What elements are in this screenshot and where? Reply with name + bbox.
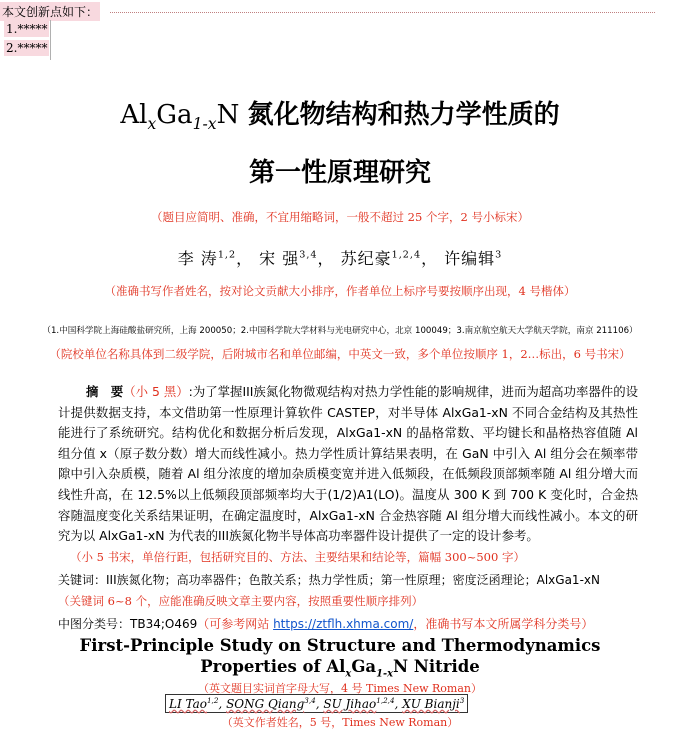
affiliation-instruction: （院校单位名称具体到二级学院，后附城市名和单位邮编，中英文一致，多个单位按顺序 1，2…标出，6 号书宋） xyxy=(49,347,631,361)
keywords-instruction: （关键词 6~8 个，应能准确反映文章主要内容，按照重要性顺序排列） xyxy=(58,594,424,608)
affiliation-line: （1.中国科学院上海硅酸盐研究所，上海 200050；2.中国科学院大学材料与光电研究中心，北京 100049；3.南京航空航天大学航天学院，南京 211106） xyxy=(42,326,638,336)
author-list: 李 涛$^{1,2}$， 宋 强$^{3,4}$， 苏纪豪$^{1,2,4}$， 许编辑$^3$ xyxy=(177,249,503,268)
authors-instruction: （准确书写作者姓名，按对论文贡献大小排序，作者单位上标序号要按顺序出现，4 号楷体） xyxy=(104,284,576,298)
keywords-label: 关键词： xyxy=(58,573,107,587)
clc-note-suffix: ，准确书写本文所属学科分类号） xyxy=(413,617,594,631)
clc-value: TB34;O469 xyxy=(130,617,198,631)
clc-line xyxy=(58,615,593,632)
abstract-label-note: （小 5 黑） xyxy=(123,384,189,399)
innovation-item-1: 1.***** xyxy=(6,22,48,36)
abstract-paragraph xyxy=(58,382,638,547)
clc-label: 中图分类号： xyxy=(58,617,131,631)
paper-title-line2: 第一性原理研究 xyxy=(248,158,431,188)
abstract-instruction: （小 5 书宋，单倍行距，包括研究目的、方法、主要结果和结论等，篇幅 300~500 字） xyxy=(70,550,525,564)
title-formula: $Al_xGa_{1-x}N$ xyxy=(120,100,248,134)
abstract-text: :为了掌握III族氮化物微观结构对热力学性能的影响规律，进而为超高功率器件的设计提供数据支持，本文借助第一性原理计算软件 CASTEP，对半导体 AlxGa1-xN 不同合金结构及其热性能进行了系统研究。结构优化和数据分析后发现，AlxGa1-xN 的晶格常数、平均键长和晶格热容值随 Al 组分值 x（原子数分数）增大而线性减小。热力学性质计算结果表明，在 GaN 中引入 Al 组分会在频率带隙中引入杂质模，随着 Al 组分浓度的增加杂质模变宽并进入低频段，在低频段顶部频率随 Al 组分增大而线性升高，在 12.5%以上低频段顶部频率均大于(1/2)A1(LO)。温度从 300 K 到 700 K 变化时，合金热容随温度变化关系结果证明，在确定温度时，AlxGa1-xN 合金热容随 Al 组分增大而线性减小。本文的研究为以 AlxGa1-xN 为代表的III族氮化物半导体高功率器件设计提供了一定的设计参考。 xyxy=(58,384,638,544)
keywords-text: III族氮化物；高功率器件；色散关系；热力学性质；第一性原理；密度泛函理论；AlxGa1-xN xyxy=(106,573,600,587)
abstract-label: 摘 要 xyxy=(86,384,124,399)
english-authors-instruction: （英文作者姓名，5 号，Times New Roman） xyxy=(221,716,459,729)
english-author-list: LI Tao$^{1,2}$, SONG Qiang$^{3,4}$, SU Jihao$^{1,2,4}$, XU Bianji$^3$ xyxy=(165,694,468,713)
margin-dotted-line xyxy=(110,12,655,13)
margin-vertical-line xyxy=(50,20,51,60)
clc-note-prefix: （可参考网站 xyxy=(197,617,274,631)
english-title-line1: First-Principle Study on Structure and Thermodynamics xyxy=(79,636,601,655)
title-instruction: （题目应简明、准确，不宜用缩略词，一般不超过 25 个字，2 号小标宋） xyxy=(151,210,529,224)
clc-website-link[interactable]: https://ztflh.xhma.com/ xyxy=(273,617,414,631)
innovation-heading: 本文创新点如下： xyxy=(0,2,100,21)
english-title-instruction: （英文题目实词首字母大写，4 号 Times New Roman） xyxy=(198,682,482,695)
innovation-item-2: 2.***** xyxy=(6,41,48,55)
paper-title-line1: $Al_xGa_{1-x}N$ 氮化物结构和热力学性质的 xyxy=(120,100,560,134)
keywords-line xyxy=(58,571,600,588)
english-title-line2: Properties of $Al_xGa_{1-x}N$ Nitride xyxy=(200,657,480,680)
